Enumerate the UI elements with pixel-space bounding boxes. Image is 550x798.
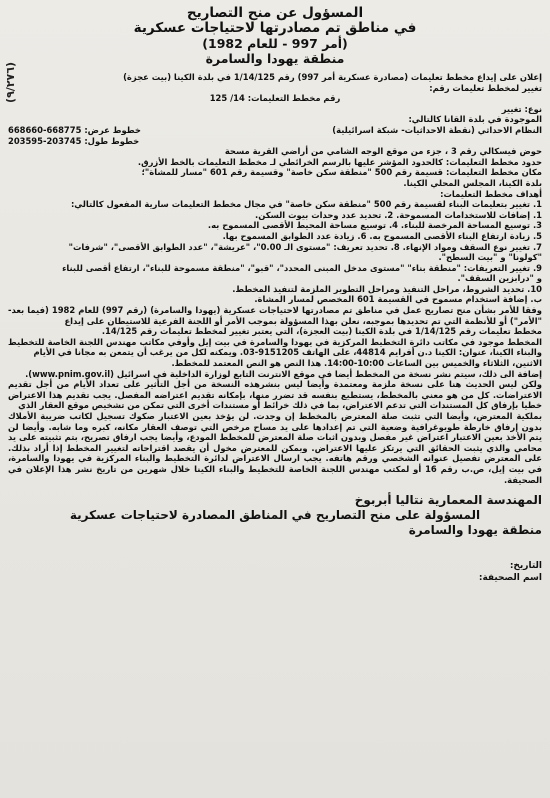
notice-1: وفقا للأمر بشأن منح تصاريح عمل في مناطق تم مصادرتها لاحتياجات عسكرية (يهودا والسامرة) (رقم 997) للعام 1982 (فيما بعد- "الأمر") أو للأنظمة التي تم تحديدها بموجبه، نعلن بهذا المسؤولة بموجب الأمر أو اللجنة الفرعية للاستيطان على إيداع [8, 305, 542, 326]
reference-stamp: (٩/٢٧٦) [4, 62, 17, 103]
notice-2: مخطط تعليمات رقم 1/14/125 في بلدة الكينا (بيت العجزة)، التي يعتبر تغيير لمخطط تعليمات رقم 14/125. [101, 326, 542, 337]
goal-7: 7. تغيير نوع السقف ومواد الإنهاء. 8. تحديد تعريف: "مستوى الـ 0.00"، "عريشة"، "عدد الطوابق الأقصى"، "شرفات" [68, 241, 542, 252]
signature-block [8, 493, 542, 584]
header-line-1: المسؤول عن منح التصاريح [186, 5, 364, 21]
council-line: بلدة الكينا، المجلس المحلي الكينا. [403, 177, 542, 188]
header-line-3: (أمر 997 - للعام 1982) [202, 36, 348, 51]
announce-line: إعلان على إيداع مخطط تعليمات (مصادرة عسكرية أمر 997) رقم 1/14/125 في بلدة الكينا (بيت عجزة) [123, 72, 542, 82]
place-line: مكان مخطط التعليمات: قسيمة رقم 500 "منطقة سكن خاصة" وقسيمة رقم 601 "مسار للمشاة"؛ [141, 167, 542, 178]
goal-3: 3. توسيع المساحة المرخصة للبناء. 4. توسيع مساحة المحيط الأقصى المسموح به. [207, 220, 542, 231]
notice-3: المخطط موجود في مكاتب دائرة التخطيط المركزية في يهودا والسامرة في بيت إيل وأوفي مكاتب مهندس اللجنة الخاصة للتخطيط والبناء الكينا، عنوان: الكينا د.ن أفرايم 44814، على الهاتف 9151205-03. ويمكنه لكل من يرغب أن يتمعن به مجانا في الأيام [8, 336, 542, 358]
coords-system: النظام الاحداثي (نقطة الاحداثيات- شبكة اسرائيلية) [332, 124, 542, 135]
goal-5: 5. زيادة ارتفاع البناء الأقصى المسموح به. 6. زيادة عدد الطوابق المسموح بها. [222, 230, 542, 241]
location-line: الموجودة في بلدة القانا كالتالي: [408, 114, 542, 125]
header-line-2: في مناطق تم مصادرتها لاحتياجات عسكرية [133, 20, 417, 36]
goal-10: 10. تحديد الشروط، مراحل التنفيذ ومراحل التطوير الملزمة لتنفيذ المخطط. [232, 283, 542, 294]
notice-6: ولكن ليس الحديث هنا على نسخة ملزمة ومعتمدة وأيضا ليس بنشرهذه النسخة من أجل التأثير على تعداد الأيام من أجل تقديم الاعتراضات. كل من هو معني بالمخطط، يستطيع بنفسه قد تضرر منها، بإمكانه تقديم اعتراضه المفصل. يجب تقديم هذا الاعتراض خطيا بإرفاق كل المستندات التي تدعم الاعتراض، بما في ذلك خرائط أو مستندات أخرى التي تمكن من تشخيص موقع العقار الذي [8, 379, 542, 411]
goal-9: 9. تغيير التعريفات: "منطقة بناء" "مستوى مدخل المبنى المحدد"، "قبو"، "منطقة مسموحة للبناء"، ارتفاع أقصى للبناء [62, 262, 542, 273]
role-line-1: المسؤولة على منح التصاريح في المناطق المصادرة لاحتياجات عسكرية [69, 508, 481, 523]
goal-9b: و "درابزين السقف". [457, 273, 542, 284]
goal-1a: 1. إضافات للاستخدامات المسموحة. 2. تحديد عدد وحدات بيوت السكن. [255, 209, 542, 220]
notice-5: إضافة الى ذلك، سيتم نشر نسخة من المخطط أيضا في موقع الانترنت التابع لوزارة الداخلية في اسرائيل (www.pnim.gov.il). [25, 368, 542, 379]
goal-b: ب. إضافة استخدام مسموح في القسيمة 601 المخصص لمسار المشاة. [254, 294, 542, 305]
borders-line: حدود مخطط التعليمات: كالحدود المؤشر عليها بالرسم الخرائطي لـ مخطط التعليمات بالخط الأزرق. [137, 156, 542, 167]
announcement-body [8, 72, 542, 485]
newspaper-label: اسم الصحيفة: [478, 573, 542, 584]
coords-y: خطوط طول: 203745-203595 [8, 135, 140, 146]
goals-label: أهداف مخطط التعليمات: [440, 188, 542, 199]
plan-number: رقم مخطط التعليمات: 14/ 125 [209, 93, 341, 104]
change-label: تغيير لمخطط تعليمات رقم: [429, 82, 542, 93]
goal-1: 1. تغيير بتعليمات البناء لقسيمة رقم 500 "منطقة سكن خاصة" في مجال مخطط التعليمات سارية المفعول كالتالي: [70, 199, 542, 210]
notice-7: بملكية المعترض، وأيضا التي تثبت صلة المعترض بالمخطط إن وجدت. لن يؤخذ بعين الاعتبار صكوك تسجيل لكاتب ضريبة الأملاك بدون إرفاق خارطة طوبوغرافية وضعية التي تم إعدادها على يد مساح مرخص التي توصف العقار مكانه، كبره وما شابه. وأيضا لن يتم الأخذ بعين الاعتبار اعتراض غير مفصل وبدون اثبات صلة المعترض للمخطط المودع، وأيضا يجب ارفاق تصريح، بتم تثبيته على يد محامي والذي يثبت الحقائق التي يرتكز عليها الاعتراض. ويمكن للمعترض مخول أن يقصد اقتراحاته لتغيير المخطط إذا أراد بذلك. على المعترض تفصيل عنوانه الشخصي ورقم هاتفه. يجب ارسال الاعتراض لدائرة التخطيط والبناء المركزية في يهودا والسامرة، في بيت إيل، ص.ب رقم 16 أو لمكتب مهندس اللجنة الخاصة للتخطيط والبناء الكينا خلال شهرين من تاريخ نشر هذا الإعلان في الصحيفة. [8, 411, 543, 485]
goal-7b: "كولونا" و "بيت السطح". [438, 252, 542, 263]
coords-x: خطوط عرض: 668775-668660 [8, 124, 141, 135]
basin-line: حوض فيسكالي رقم 3 ، جزء من موقع الوجه الشامي من أراضي القرية مسحة [224, 146, 542, 157]
header-line-4: منطقة يهودا والسامرة [205, 51, 345, 66]
type-label: نوع: تغيير [501, 103, 542, 114]
engineer-name: المهندسة المعمارية نتاليا أبربوخ [354, 493, 542, 508]
role-line-2: منطقة يهودا والسامرة [408, 523, 542, 538]
notice-4: الاثنين، الثلاثاء والخميس بين الساعات 10:00-14:00. هذا النص هو النص المعتمد للمخطط. [171, 358, 542, 369]
date-label: التاريخ: [509, 561, 542, 572]
